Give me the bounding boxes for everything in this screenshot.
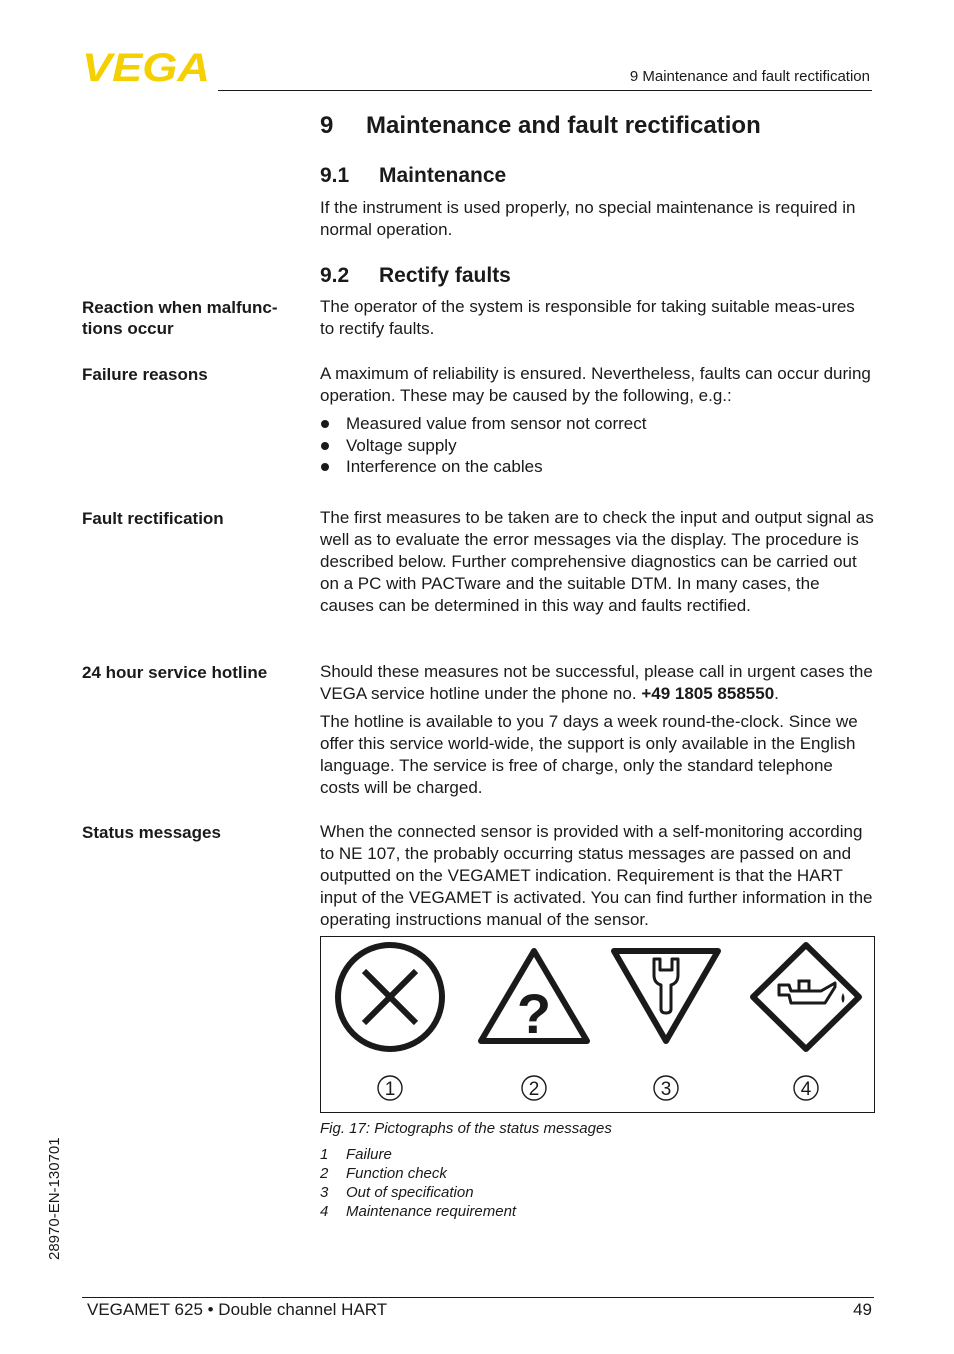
maintenance-requirement-icon bbox=[753, 945, 859, 1049]
svg-text:1: 1 bbox=[384, 1079, 396, 1100]
figure-number-2 bbox=[522, 1076, 546, 1100]
svg-text:?: ? bbox=[516, 982, 552, 1045]
figure-number-3 bbox=[654, 1076, 678, 1100]
document-code: 28970-EN-130701 bbox=[46, 1137, 63, 1260]
list-item: Interference on the cables bbox=[320, 456, 646, 478]
vega-logo bbox=[82, 50, 212, 84]
side-label-failure: Failure reasons bbox=[82, 365, 208, 384]
side-label-status: Status messages bbox=[82, 823, 221, 842]
footer-product: VEGAMET 625 • Double channel HART bbox=[87, 1300, 388, 1319]
hotline-text: Should these measures not be successful, please call in urgent cases the VEGA service hotline under the phone no. +49 1805 858550. bbox=[320, 662, 873, 703]
status-pictographs-figure bbox=[320, 936, 875, 1113]
chapter-number: 9 bbox=[320, 112, 334, 139]
failure-icon bbox=[338, 945, 442, 1049]
chapter-heading bbox=[320, 112, 761, 140]
running-header: 9 Maintenance and fault rectification bbox=[629, 68, 870, 85]
svg-text:3: 3 bbox=[660, 1079, 672, 1100]
pictographs bbox=[321, 937, 874, 1112]
fault-text: The first measures to be taken are to check the input and output signal as well as to evaluate the error messages via the display. The procedure is described below. Further comprehensive diagnostics can be carried out on a PC with PACTware and the suitable DTM. In many cases, the causes can be determined in this way and faults rectified. bbox=[320, 508, 874, 615]
failure-list bbox=[320, 413, 646, 478]
status-text: When the connected sensor is provided with a self-monitoring according to NE 107, the probably occurring status messages are passed on and outputted on the VEGAMET indication. Requirement is that the HART input of the VEGAMET is activated. You can find further information in the operating instructions manual of the sensor. bbox=[320, 822, 873, 929]
legend-item: 4 Maintenance requirement bbox=[320, 1203, 517, 1220]
svg-text:4: 4 bbox=[800, 1079, 812, 1100]
hotline-availability-text: The hotline is available to you 7 days a week round-the-clock. Since we offer this service world-wide, the support is only available in the English language. The service is free of charge, only the standard telephone costs will be charged. bbox=[320, 712, 858, 797]
list-item: Voltage supply bbox=[320, 435, 646, 457]
footer-divider bbox=[82, 1297, 874, 1298]
svg-text:VEGA: VEGA bbox=[82, 50, 210, 84]
header-divider bbox=[218, 90, 872, 91]
section-heading-rectify: 9.2 Rectify faults bbox=[320, 264, 511, 287]
section-heading-maintenance: 9.1 Maintenance bbox=[320, 164, 507, 187]
side-label-fault: Fault rectification bbox=[82, 509, 224, 528]
list-item: Measured value from sensor not correct bbox=[320, 413, 646, 435]
side-label-hotline: 24 hour service hotline bbox=[82, 663, 268, 682]
figure-number-4 bbox=[794, 1076, 818, 1100]
page-number: 49 bbox=[853, 1300, 872, 1319]
failure-text: A maximum of reliability is ensured. Nevertheless, faults can occur during operation. These may be caused by the following, e.g.: bbox=[320, 364, 871, 405]
maintenance-text: If the instrument is used properly, no special maintenance is required in normal operation. bbox=[320, 198, 856, 239]
reaction-text: The operator of the system is responsible for taking suitable meas-ures to rectify faults. bbox=[320, 297, 855, 338]
legend-item: 1 Failure bbox=[320, 1146, 392, 1163]
legend-item: 3 Out of specification bbox=[320, 1184, 474, 1201]
figure-caption: Fig. 17: Pictographs of the status messages bbox=[320, 1120, 612, 1137]
function-check-icon bbox=[481, 951, 587, 1045]
legend-item: 2 Function check bbox=[320, 1165, 447, 1182]
figure-legend bbox=[320, 1145, 516, 1221]
hotline-phone: +49 1805 858550 bbox=[641, 684, 775, 703]
chapter-title: Maintenance and fault rectification bbox=[366, 112, 761, 139]
figure-number-1 bbox=[378, 1076, 402, 1100]
svg-text:2: 2 bbox=[528, 1079, 540, 1100]
out-of-specification-icon bbox=[614, 951, 718, 1041]
side-label-reaction: Reaction when malfunc- tions occur bbox=[82, 298, 278, 338]
